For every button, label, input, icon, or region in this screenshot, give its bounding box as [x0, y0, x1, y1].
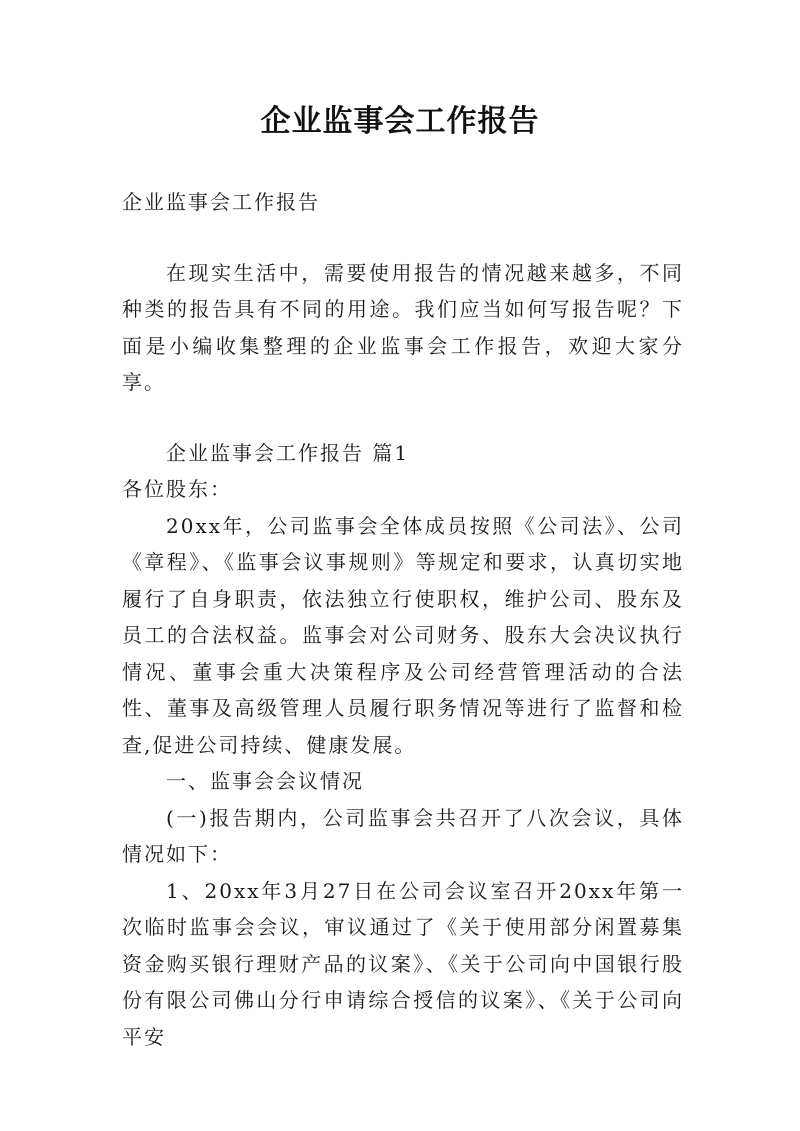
section-heading: 企业监事会工作报告 篇1 [166, 440, 410, 465]
body-paragraph: (一)报告期内，公司监事会共召开了八次会议，具体情况如下： [122, 805, 684, 866]
body-paragraph: 1、20xx年3月27日在公司会议室召开20xx年第一次临时监事会会议，审议通过了《关于使用部分闲置募集资金购买银行理财产品的议案》、《关于公司向中国银行股份有限公司佛山分行申请综合授信的议案》、《关于公司向平安 [122, 878, 684, 1049]
intro-paragraph: 在现实生活中，需要使用报告的情况越来越多，不同种类的报告具有不同的用途。我们应当如何写报告呢？下面是小编收集整理的企业监事会工作报告，欢迎大家分享。 [122, 260, 684, 394]
subsection-heading: 一、监事会会议情况 [166, 769, 364, 793]
body-paragraph: 20xx年，公司监事会全体成员按照《公司法》、公司《章程》、《监事会议事规则》等规定和要求，认真切实地履行了自身职责，依法独立行使职权，维护公司、股东及员工的合法权益。监事会对公司财务、股东大会决议执行情况、董事会重大决策程序及公司经营管理活动的合法性、董事及高级管理人员履行职务情况等进行了监督和检查,促进公司持续、健康发展。 [122, 513, 684, 757]
salutation: 各位股东： [122, 477, 232, 501]
document-title: 企业监事会工作报告 [260, 104, 540, 139]
document-body [122, 184, 684, 1055]
subtitle-line: 企业监事会工作报告 [122, 190, 320, 214]
